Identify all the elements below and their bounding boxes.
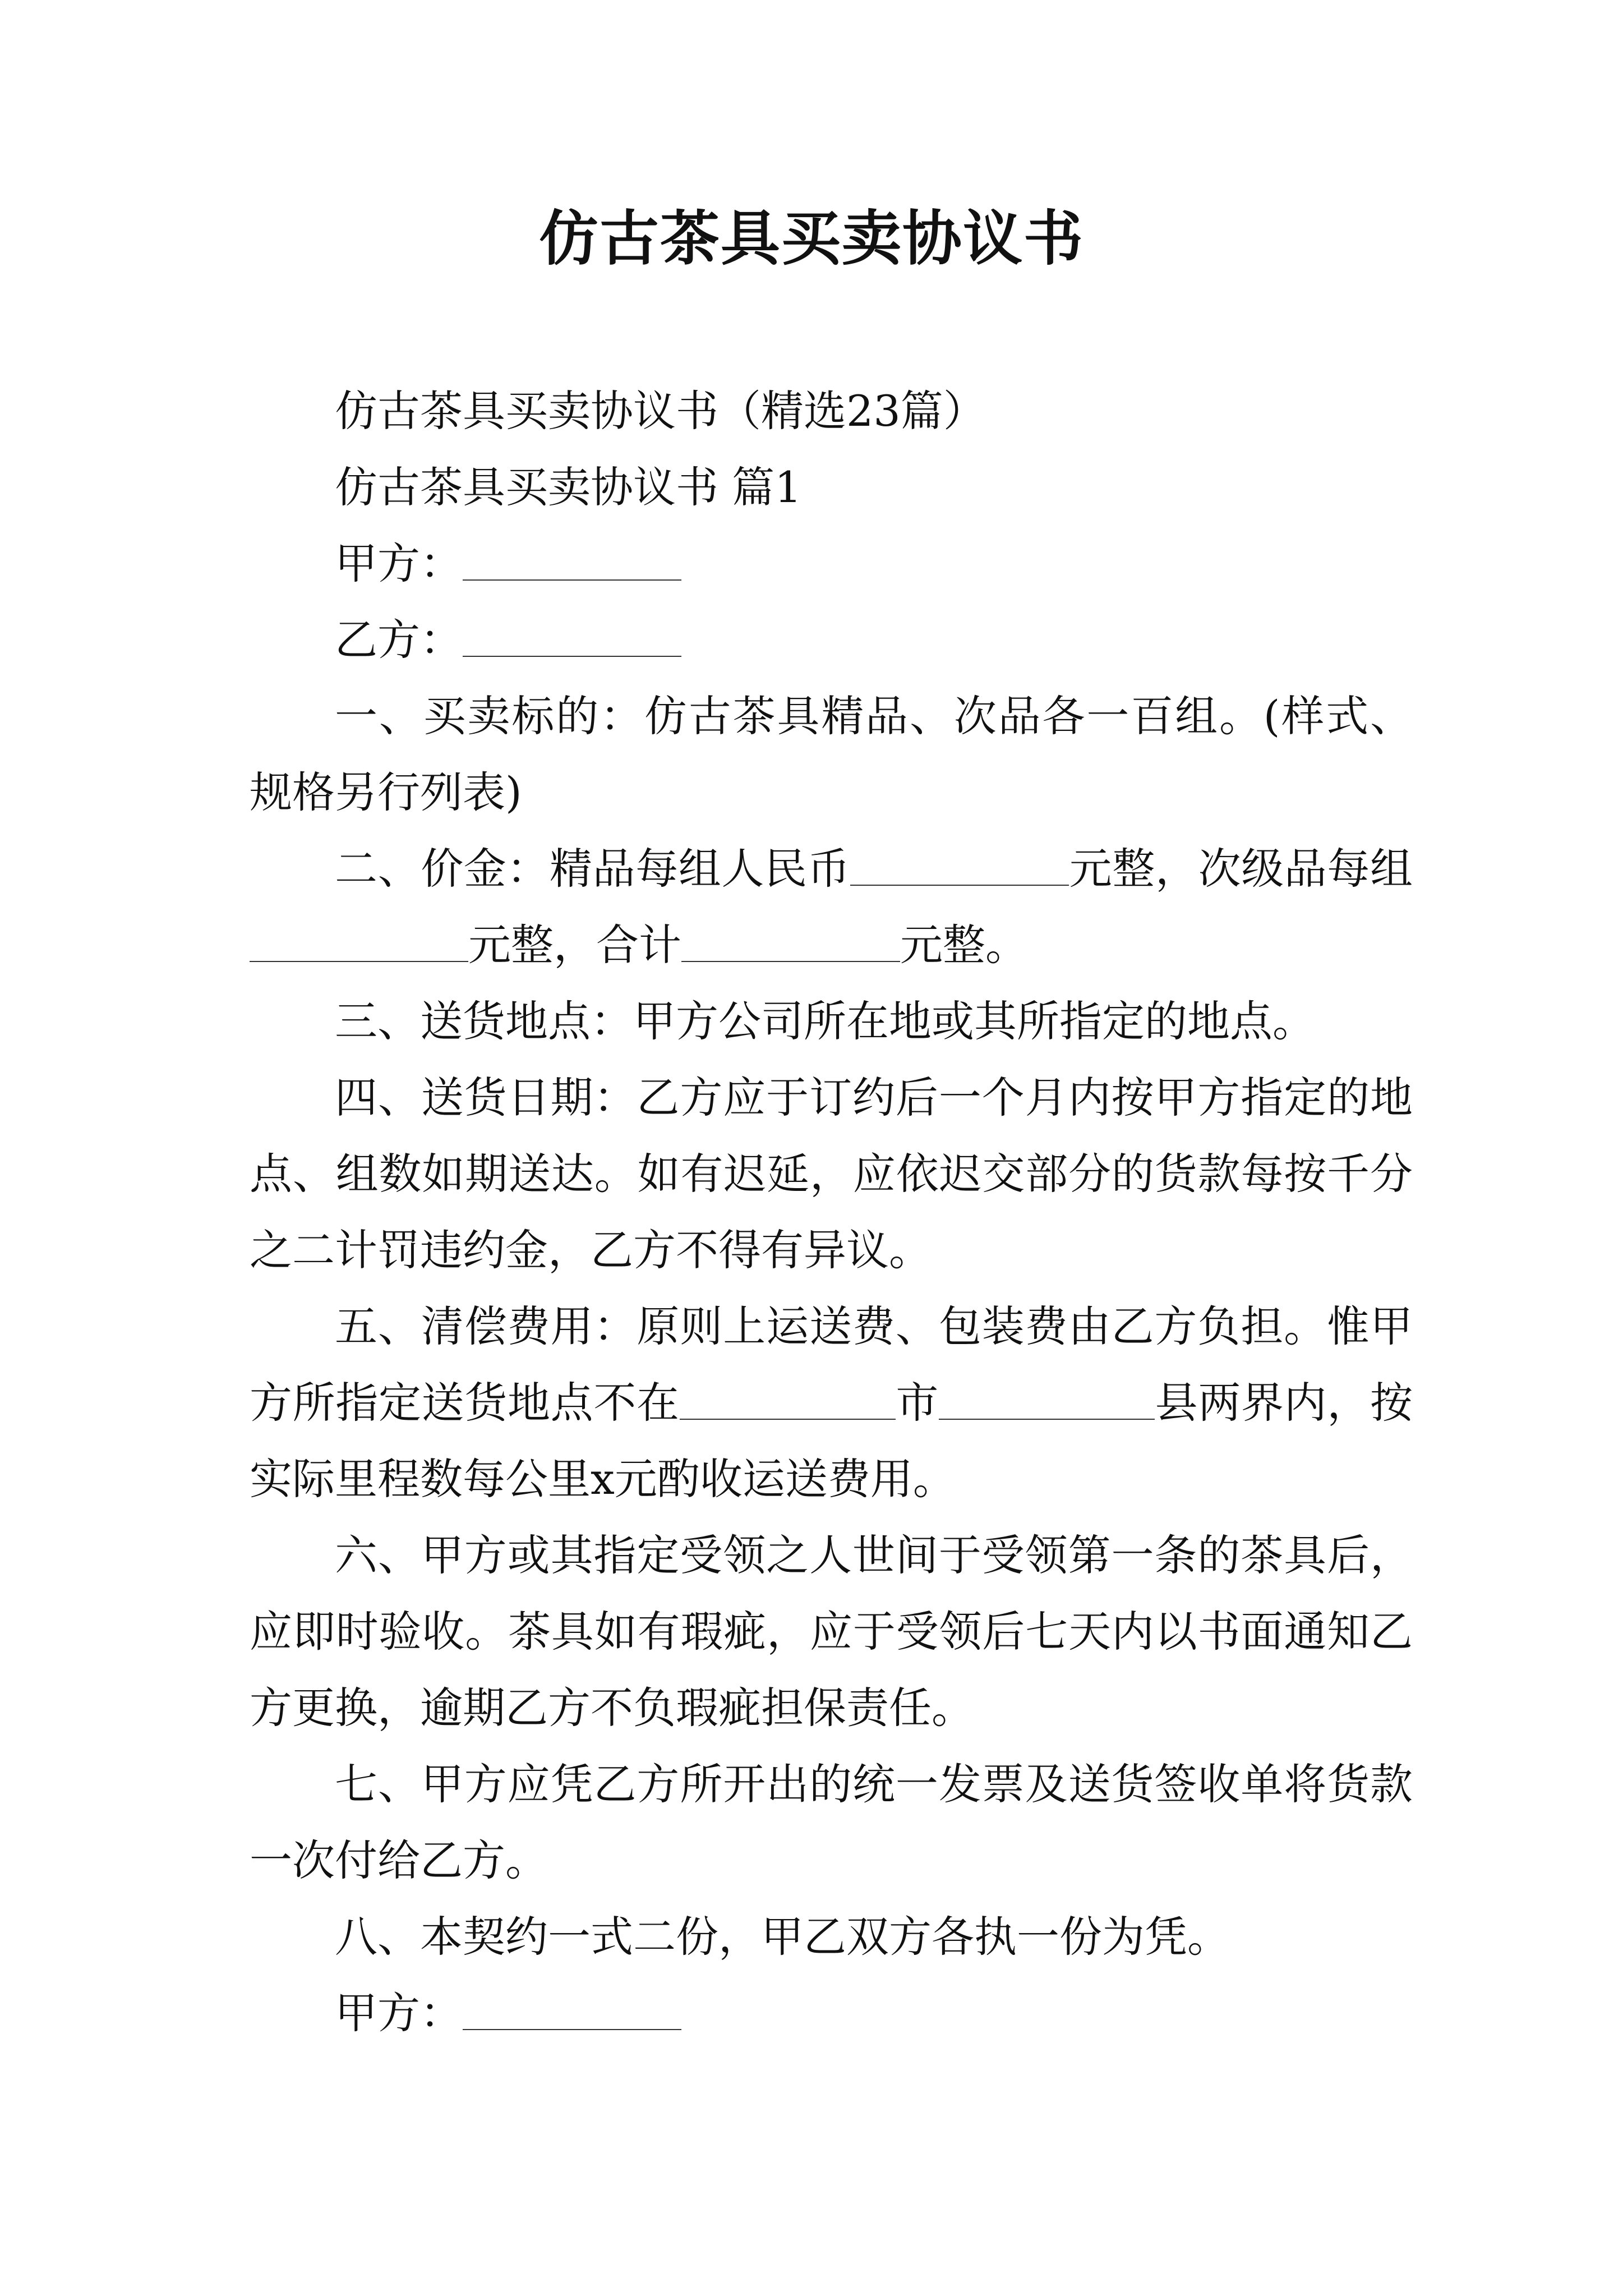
clause-4: 四、送货日期：乙方应于订约后一个月内按甲方指定的地点、组数如期送达。如有迟延，应依迟交部分的货款每按千分之二计罚违约金，乙方不得有异议。 (250, 1073, 1413, 1275)
document-subtitle: 仿古茶具买卖协议书（精选23篇） (335, 386, 986, 436)
clause-2-part-1: 二、价金：精品每组人民币 (335, 844, 851, 894)
total-price-blank (681, 918, 900, 962)
signature-party-a-label: 甲方： (335, 1988, 463, 2038)
secondary-price-blank (250, 918, 468, 962)
party-b-blank (463, 613, 681, 657)
clause-7: 七、甲方应凭乙方所开出的统一发票及送货签收单将货款一次付给乙方。 (250, 1759, 1413, 1885)
party-b-line (250, 602, 1413, 678)
clause-2 (250, 831, 1413, 983)
clause-2-part-3: 元整，合计 (468, 920, 681, 970)
document-body (250, 373, 1413, 2051)
clause-5 (250, 1289, 1413, 1517)
clause-1: 一、买卖标的：仿古茶具精品、次品各一百组。(样式、规格另行列表) (250, 691, 1413, 817)
section-heading: 仿古茶具买卖协议书 篇1 (335, 462, 802, 512)
clause-5-part-3: 县两界内，按实际里程数每公里x元酌收运送费用。 (250, 1378, 1413, 1504)
party-b-label: 乙方： (335, 615, 463, 665)
clause-6: 六、甲方或其指定受领之人世间于受领第一条的茶具后，应即时验收。茶具如有瑕疵，应于受领后七天内以书面通知乙方更换，逾期乙方不负瑕疵担保责任。 (250, 1530, 1413, 1733)
clause-2-part-4: 元整。 (900, 920, 1028, 970)
party-a-label: 甲方： (335, 539, 463, 588)
county-blank (939, 1376, 1155, 1420)
clause-3: 三、送货地点：甲方公司所在地或其所指定的地点。 (335, 996, 1315, 1046)
city-blank (680, 1376, 896, 1420)
clause-5-part-2: 市 (895, 1378, 939, 1428)
signature-party-a-blank (463, 1986, 681, 2030)
signature-party-a-line (250, 1975, 1413, 2051)
party-a-blank (463, 537, 681, 581)
clause-2-part-2: 元整，次级品每组 (1069, 844, 1413, 894)
document-title: 仿古茶具买卖协议书 (539, 203, 1084, 273)
clause-8: 八、本契约一式二份，甲乙双方各执一份为凭。 (335, 1912, 1230, 1962)
premium-price-blank (850, 842, 1069, 886)
party-a-line (250, 526, 1413, 602)
clause-5-part-1: 五、清偿费用：原则上运送费、包装费由乙方负担。惟甲方所指定送货地点不在 (250, 1301, 1413, 1428)
